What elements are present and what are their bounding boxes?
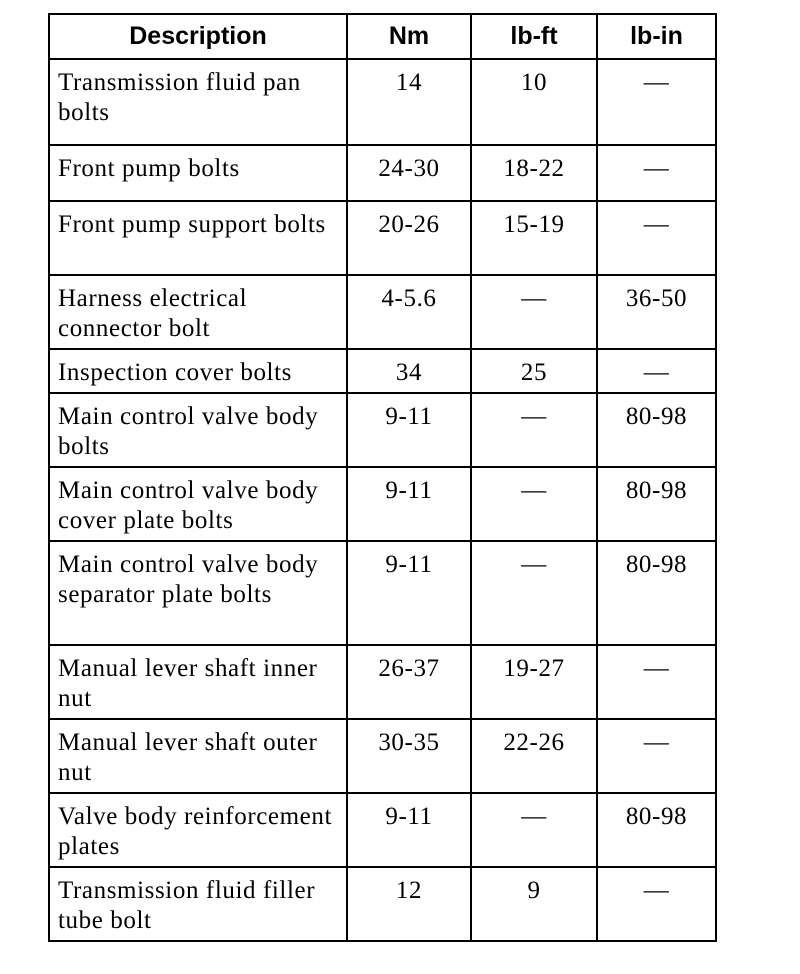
cell-description: Main control valve body cover plate bolts: [49, 467, 347, 541]
cell-description: Manual lever shaft outer nut: [49, 719, 347, 793]
cell-description: Manual lever shaft inner nut: [49, 645, 347, 719]
cell-description: Main control valve body bolts: [49, 393, 347, 467]
cell-description: Main control valve body separator plate bolts: [49, 541, 347, 645]
cell-lb-ft: 15-19: [471, 201, 597, 275]
cell-description: Front pump support bolts: [49, 201, 347, 275]
table-row: [49, 645, 716, 719]
header-lb-ft: lb-ft: [471, 14, 597, 59]
cell-nm: 24-30: [347, 145, 471, 201]
table-row: [49, 467, 716, 541]
cell-nm: 9-11: [347, 393, 471, 467]
table-row: [49, 719, 716, 793]
cell-nm: 9-11: [347, 467, 471, 541]
cell-lb-ft: 22-26: [471, 719, 597, 793]
cell-lb-in: 80-98: [597, 467, 716, 541]
cell-lb-in: —: [597, 201, 716, 275]
cell-description: Front pump bolts: [49, 145, 347, 201]
cell-lb-ft: —: [471, 275, 597, 349]
cell-nm: 12: [347, 867, 471, 941]
cell-description: Transmission fluid filler tube bolt: [49, 867, 347, 941]
cell-description: Valve body reinforcement plates: [49, 793, 347, 867]
cell-lb-ft: —: [471, 467, 597, 541]
table-row: [49, 201, 716, 275]
cell-lb-ft: —: [471, 393, 597, 467]
cell-lb-in: —: [597, 145, 716, 201]
cell-lb-in: —: [597, 645, 716, 719]
cell-nm: 34: [347, 349, 471, 393]
header-row: [49, 14, 716, 59]
cell-lb-ft: 19-27: [471, 645, 597, 719]
cell-lb-ft: 9: [471, 867, 597, 941]
table-row: [49, 793, 716, 867]
cell-nm: 4-5.6: [347, 275, 471, 349]
cell-lb-in: —: [597, 867, 716, 941]
cell-nm: 26-37: [347, 645, 471, 719]
header-description: Description: [49, 14, 347, 59]
table-row: [49, 349, 716, 393]
header-lb-in: lb-in: [597, 14, 716, 59]
cell-nm: 20-26: [347, 201, 471, 275]
cell-lb-ft: 25: [471, 349, 597, 393]
cell-lb-ft: —: [471, 793, 597, 867]
cell-lb-in: —: [597, 59, 716, 145]
cell-lb-in: 80-98: [597, 393, 716, 467]
cell-lb-in: 80-98: [597, 541, 716, 645]
cell-description: Inspection cover bolts: [49, 349, 347, 393]
cell-lb-ft: —: [471, 541, 597, 645]
cell-nm: 30-35: [347, 719, 471, 793]
cell-lb-ft: 18-22: [471, 145, 597, 201]
cell-nm: 14: [347, 59, 471, 145]
cell-lb-in: —: [597, 349, 716, 393]
table-row: [49, 867, 716, 941]
header-nm: Nm: [347, 14, 471, 59]
torque-specifications-table: [48, 13, 717, 942]
cell-description: Transmission fluid pan bolts: [49, 59, 347, 145]
cell-nm: 9-11: [347, 793, 471, 867]
cell-lb-ft: 10: [471, 59, 597, 145]
cell-description: Harness electrical connector bolt: [49, 275, 347, 349]
table-row: [49, 541, 716, 645]
table-row: [49, 145, 716, 201]
cell-lb-in: 80-98: [597, 793, 716, 867]
cell-lb-in: —: [597, 719, 716, 793]
table-row: [49, 393, 716, 467]
cell-lb-in: 36-50: [597, 275, 716, 349]
table-row: [49, 59, 716, 145]
table-row: [49, 275, 716, 349]
cell-nm: 9-11: [347, 541, 471, 645]
